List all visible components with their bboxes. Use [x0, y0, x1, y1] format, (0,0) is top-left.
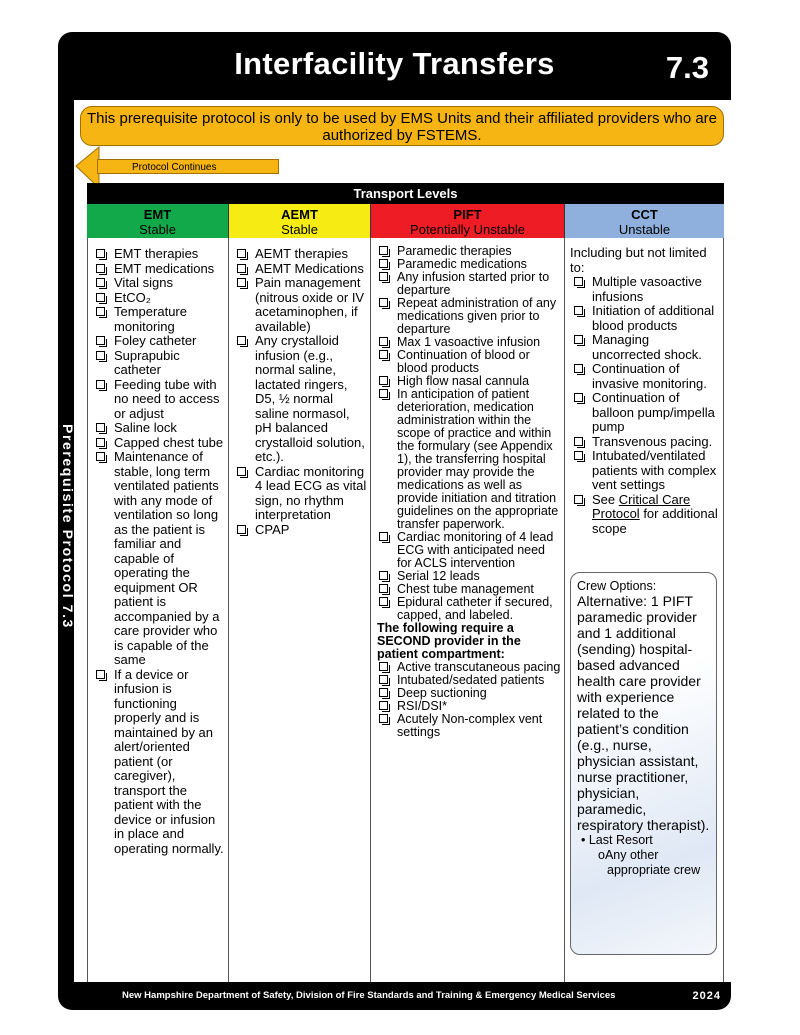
protocol-continues-label[interactable]: Protocol Continues	[97, 159, 279, 174]
checkbox-icon	[96, 307, 105, 316]
checkbox-icon	[96, 351, 105, 360]
list-item: Capped chest tube	[92, 436, 226, 451]
list-item: Any crystalloid infusion (e.g., normal saline, lactated ringers, D5, ½ normal saline normasol, pH balanced crystalloid solution, etc.).	[233, 334, 368, 465]
list-item: Pain management (nitrous oxide or IV acetaminophen, if available)	[233, 276, 368, 334]
emt-column	[87, 238, 229, 982]
checkbox-icon	[379, 337, 388, 346]
checkbox-icon	[96, 264, 105, 273]
col-head-aemt-sub: Stable	[281, 222, 318, 237]
checkbox-icon	[379, 675, 388, 684]
list-item: Epidural catheter if secured, capped, and labeled.	[375, 596, 562, 622]
checkbox-icon	[379, 376, 388, 385]
col-head-emt	[87, 204, 229, 238]
crew-options-title: Crew Options:	[577, 579, 657, 593]
checkbox-icon	[379, 389, 388, 398]
col-head-emt-sub: Stable	[139, 222, 176, 237]
checkbox-icon	[237, 264, 246, 273]
checkbox-icon	[574, 335, 583, 344]
checkbox-icon	[379, 532, 388, 541]
list-item: If a device or infusion is functioning properly and is maintained by an alert/oriented patient (or caregiver), transport the patient with the device or infusion in place and operating normally.	[92, 668, 226, 857]
col-head-aemt-name: AEMT	[281, 207, 318, 222]
page-title: Interfacility Transfers	[234, 46, 555, 81]
checkbox-icon	[574, 393, 583, 402]
list-item: Intubated/ventilated patients with complex vent settings	[570, 449, 721, 493]
list-item: Vital signs	[92, 276, 226, 291]
footer-year: 2024	[692, 990, 721, 1002]
list-item: EMT therapies	[92, 247, 226, 262]
checkbox-icon	[96, 293, 105, 302]
list-item: CPAP	[233, 523, 368, 538]
side-label-text: Prerequisite Protocol 7.3	[60, 424, 76, 629]
pift-list	[375, 245, 562, 622]
checkbox-icon	[574, 277, 583, 286]
list-item: Feeding tube with no need to access or adjust	[92, 378, 226, 422]
crew-options-box	[570, 572, 717, 955]
checkbox-icon	[96, 249, 105, 258]
list-item: RSI/DSI*	[375, 700, 562, 713]
checkbox-icon	[379, 714, 388, 723]
crew-options-text: Alternative: 1 PIFT paramedic provider and 1 additional (sending) hospital-based advanced health care provider with experience related to the patient’s condition (e.g., nurse, physician assistant, nurse practitioner, physician, paramedic, respiratory therapist).	[577, 593, 710, 833]
list-item: Intubated/sedated patients	[375, 674, 562, 687]
footer	[58, 985, 731, 1010]
checkbox-icon	[96, 670, 105, 679]
checkbox-icon	[574, 306, 583, 315]
checkbox-icon	[574, 437, 583, 446]
col-head-pift-sub: Potentially Unstable	[410, 222, 525, 237]
protocol-number: 7.3	[665, 50, 709, 85]
checkbox-icon	[379, 259, 388, 268]
checkbox-icon	[237, 467, 246, 476]
crew-sub-bullet: oAny other appropriate crew	[598, 848, 701, 877]
list-item: Paramedic medications	[375, 258, 562, 271]
list-item: Repeat administration of any medications given prior to departure	[375, 297, 562, 336]
second-provider-heading: The following require a SECOND provider in the patient compartment:	[377, 621, 521, 661]
list-item: Deep suctioning	[375, 687, 562, 700]
checkbox-icon	[574, 364, 583, 373]
aemt-list	[233, 247, 368, 537]
list-item: EMT medications	[92, 262, 226, 277]
checkbox-icon	[379, 350, 388, 359]
cct-list	[570, 275, 721, 493]
list-item: Chest tube management	[375, 583, 562, 596]
checkbox-icon	[96, 423, 105, 432]
list-item: Continuation of balloon pump/impella pump	[570, 391, 721, 435]
checkbox-icon	[237, 249, 246, 258]
list-item: Any infusion started prior to departure	[375, 271, 562, 297]
checkbox-icon	[574, 451, 583, 460]
list-item: Transvenous pacing.	[570, 435, 721, 450]
list-item: High flow nasal cannula	[375, 375, 562, 388]
checkbox-icon	[96, 336, 105, 345]
list-item: Continuation of blood or blood products	[375, 349, 562, 375]
list-item: AEMT therapies	[233, 247, 368, 262]
crew-bullet: • Last Resort	[581, 833, 653, 847]
list-item: Active transcutaneous pacing	[375, 661, 562, 674]
checkbox-icon	[379, 246, 388, 255]
checkbox-icon	[379, 298, 388, 307]
notice-banner: This prerequisite protocol is only to be used by EMS Units and their affiliated providers who are authorized by FSTEMS.	[80, 106, 724, 146]
col-head-cct-sub: Unstable	[618, 222, 671, 237]
emt-list	[92, 247, 226, 856]
footer-text: New Hampshire Department of Safety, Division of Fire Standards and Training & Emergency Medical Services	[122, 990, 616, 1001]
list-item: EtCO₂	[92, 291, 226, 306]
checkbox-icon	[379, 571, 388, 580]
list-item: Acutely Non-complex vent settings	[375, 713, 562, 739]
list-item: Temperature monitoring	[92, 305, 226, 334]
list-item: Cardiac monitoring 4 lead ECG as vital sign, no rhythm interpretation	[233, 465, 368, 523]
list-item: Serial 12 leads	[375, 570, 562, 583]
checkbox-icon	[237, 278, 246, 287]
aemt-column	[229, 238, 371, 982]
list-item: Multiple vasoactive infusions	[570, 275, 721, 304]
list-item: Managing uncorrected shock.	[570, 333, 721, 362]
second-provider-list	[375, 661, 562, 739]
list-item: Paramedic therapies	[375, 245, 562, 258]
checkbox-icon	[237, 525, 246, 534]
list-item: Suprapubic catheter	[92, 349, 226, 378]
list-item: Foley catheter	[92, 334, 226, 349]
checkbox-icon	[379, 662, 388, 671]
list-item: Max 1 vasoactive infusion	[375, 336, 562, 349]
col-head-aemt	[229, 204, 371, 238]
col-head-pift	[371, 204, 565, 238]
checkbox-icon	[237, 336, 246, 345]
checkbox-icon	[379, 584, 388, 593]
cct-see-list	[570, 493, 721, 537]
side-label	[52, 424, 86, 654]
list-item: Saline lock	[92, 421, 226, 436]
checkbox-icon	[96, 278, 105, 287]
checkbox-icon	[379, 272, 388, 281]
checkbox-icon	[379, 597, 388, 606]
checkbox-icon	[96, 452, 105, 461]
critical-care-protocol-link[interactable]: Critical Care Protocol	[592, 491, 691, 521]
list-item: Cardiac monitoring of 4 lead ECG with anticipated need for ACLS intervention	[375, 531, 562, 570]
col-head-cct	[565, 204, 724, 238]
checkbox-icon	[379, 688, 388, 697]
pift-column	[371, 238, 565, 982]
header	[58, 32, 731, 100]
list-item: Initiation of additional blood products	[570, 304, 721, 333]
cct-intro: Including but not limited to:	[570, 245, 707, 275]
list-item: Maintenance of stable, long term ventilated patients with any mode of ventilation so long as the patient is familiar and capable of operating the equipment OR patient is accompanied by a care provider who is capable of the same	[92, 450, 226, 668]
transport-levels-header: Transport Levels	[87, 183, 724, 204]
checkbox-icon	[379, 701, 388, 710]
col-head-pift-name: PIFT	[453, 207, 482, 222]
col-head-cct-name: CCT	[631, 207, 658, 222]
list-item: In anticipation of patient deterioration, medication administration within the scope of practice and within the formulary (see Appendix 1), the transferring hospital provider may provide the medications as well as provide initiation and titration guidelines on the appropriate transfer paperwork.	[375, 388, 562, 531]
list-item: See Critical Care Protocol for additional scope	[570, 493, 721, 537]
list-item: Continuation of invasive monitoring.	[570, 362, 721, 391]
list-item: AEMT Medications	[233, 262, 368, 277]
col-head-emt-name: EMT	[143, 207, 172, 222]
checkbox-icon	[96, 438, 105, 447]
checkbox-icon	[96, 380, 105, 389]
